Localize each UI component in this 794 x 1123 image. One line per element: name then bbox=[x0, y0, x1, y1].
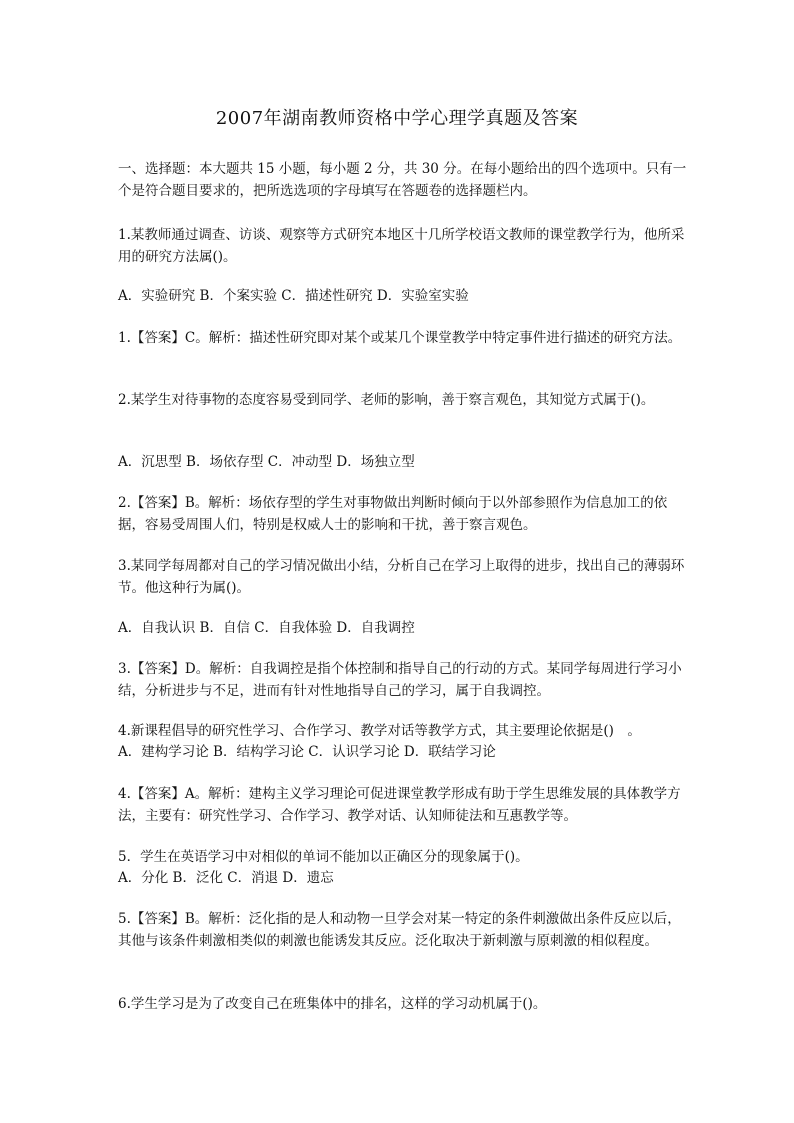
question-1-options: A．实验研究 B．个案实验 C．描述性研究 D．实验室实验 bbox=[118, 288, 469, 304]
answer-3: 3.【答案】D。解析：自我调控是指个体控制和指导自己的行动的方式。某同学每周进行学习小结，分析进步与不足，进而有针对性地指导自己的学习，属于自我调控。 bbox=[118, 661, 682, 699]
section-instructions: 一、选择题：本大题共 15 小题，每小题 2 分，共 30 分。在每小题给出的四个选项中。只有一个是符合题目要求的，把所选选项的字母填写在答题卷的选择题栏内。 bbox=[118, 161, 687, 199]
question-6: 6.学生学习是为了改变自己在班集体中的排名，这样的学习动机属于()。 bbox=[118, 996, 547, 1012]
answer-1: 1.【答案】C。解析：描述性研究即对某个或某几个课堂教学中特定事件进行描述的研究方法。 bbox=[118, 330, 682, 346]
question-3: 3.某同学每周都对自己的学习情况做出小结，分析自己在学习上取得的进步，找出自己的薄弱环节。他这种行为属()。 bbox=[118, 558, 685, 596]
question-1: 1.某教师通过调查、访谈、观察等方式研究本地区十几所学校语文教师的课堂教学行为，他所采用的研究方法属()。 bbox=[118, 227, 685, 265]
question-3-options: A．自我认识 B．自信 C．自我体验 D．自我调控 bbox=[118, 620, 415, 636]
question-4: 4.新课程倡导的研究性学习、合作学习、教学对话等教学方式，其主要理论依据是() 。 bbox=[118, 723, 641, 739]
question-5: 5．学生在英语学习中对相似的单词不能加以正确区分的现象属于()。 bbox=[118, 849, 529, 865]
question-2-options: A．沉思型 B．场依存型 C．冲动型 D．场独立型 bbox=[118, 454, 415, 470]
answer-2: 2.【答案】B。解析：场依存型的学生对事物做出判断时倾向于以外部参照作为信息加工的依据，容易受周围人们，特别是权威人士的影响和干扰，善于察言观色。 bbox=[118, 495, 668, 533]
question-4-options: A．建构学习论 B．结构学习论 C．认识学习论 D．联结学习论 bbox=[118, 744, 496, 760]
question-2: 2.某学生对待事物的态度容易受到同学、老师的影响，善于察言观色，其知觉方式属于()。 bbox=[118, 392, 655, 408]
document-title: 2007年湖南教师资格中学心理学真题及答案 bbox=[215, 108, 579, 129]
answer-4: 4.【答案】A。解析：建构主义学习理论可促进课堂教学形成有助于学生思维发展的具体教学方法，主要有：研究性学习、合作学习、教学对话、认知师徒法和互惠教学等。 bbox=[118, 786, 681, 824]
question-5-options: A．分化 B．泛化 C．消退 D．遗忘 bbox=[118, 870, 334, 886]
answer-5: 5.【答案】B。解析：泛化指的是人和动物一旦学会对某一特定的条件刺激做出条件反应以后，其他与该条件刺激相类似的刺激也能诱发其反应。泛化取决于新刺激与原刺激的相似程度。 bbox=[118, 911, 681, 949]
